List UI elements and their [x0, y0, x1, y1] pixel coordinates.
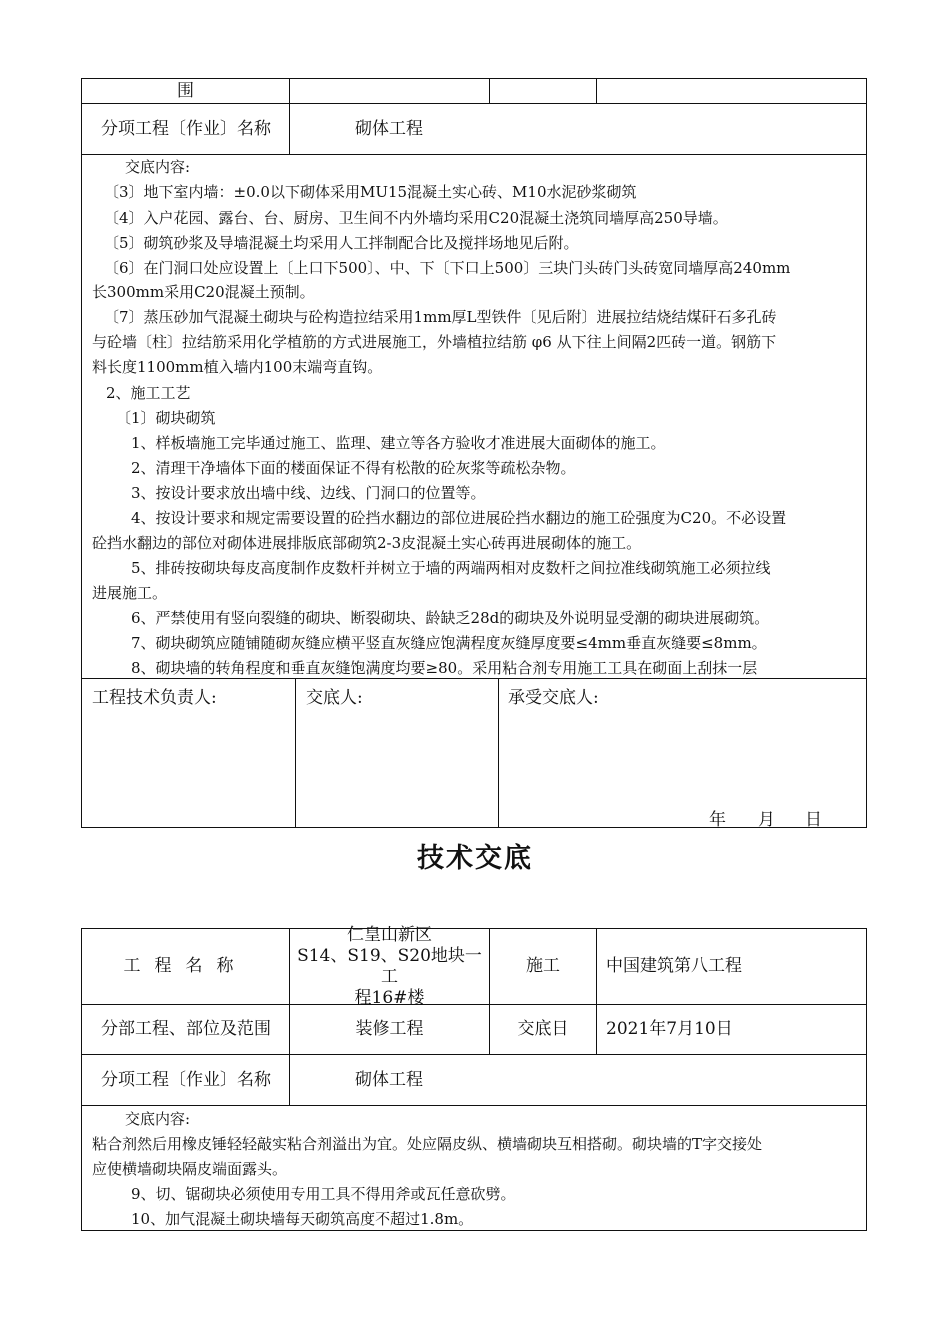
- content-line: 5、排砖按砌块每皮高度制作皮数杆并树立于墙的两端两相对皮数杆之间拉准线砌筑施工必须拉线: [131, 559, 771, 577]
- item-name-value: 砌体工程: [355, 1069, 423, 1090]
- subsection-heading: 〔1〕砌块砌筑: [116, 409, 216, 427]
- project-name-value: [290, 924, 489, 1008]
- date-value: 2021年7月10日: [606, 1019, 733, 1039]
- date-day-label: 日: [805, 810, 822, 830]
- content-line: 1、样板墙施工完毕通过施工、监理、建立等各方验收才准进展大面砌体的施工。: [131, 434, 666, 452]
- constructor-label: 施工: [526, 956, 560, 976]
- date-month-label: 月: [758, 810, 775, 830]
- content-line: 4、按设计要求和规定需要设置的砼挡水翻边的部位进展砼挡水翻边的施工砼强度为C20。不必设置: [131, 509, 787, 527]
- content-line: 10、加气混凝土砌块墙每天砌筑高度不超过1.8m。: [131, 1210, 474, 1228]
- range-continuation-cell: 围: [177, 80, 194, 101]
- project-name-label: 工程名称: [123, 956, 248, 976]
- content-line: 应使横墙砌块隔皮端面露头。: [92, 1160, 288, 1178]
- project-name-value-line: S14、S19、S20地块一工: [297, 945, 482, 987]
- content-line: 2、清理干净墙体下面的楼面保证不得有松散的砼灰浆等疏松杂物。: [131, 459, 576, 477]
- part-label: 分部工程、部位及范围: [101, 1019, 271, 1039]
- tech-lead-signature-label: 工程技术负责人:: [92, 688, 217, 708]
- content-line: 进展施工。: [92, 584, 168, 602]
- content-line: 〔4〕入户花园、露台、台、厨房、卫生间不内外墙均采用C20混凝土浇筑同墙厚高250导墙。: [104, 209, 728, 227]
- section-heading: 2、施工工艺: [106, 384, 191, 402]
- content-label: 交底内容:: [125, 1110, 191, 1128]
- content-line: 料长度1100mm植入墙内100末端弯直钩。: [92, 358, 383, 376]
- receiver-signature-label: 承受交底人:: [508, 688, 599, 708]
- content-line: 砼挡水翻边的部位对砌体进展排版底部砌筑2-3皮混凝土实心砖再进展砌体的施工。: [92, 534, 642, 552]
- content-line: 长300mm采用C20混凝土预制。: [92, 283, 315, 301]
- content-line: 8、砌块墙的转角程度和垂直灰缝饱满度均要≥80。采用粘合剂专用施工工具在砌面上刮抹一层: [131, 659, 758, 677]
- content-line: 粘合剂然后用橡皮锤轻轻敲实粘合剂溢出为宜。处应隔皮纵、横墙砌块互相搭砌。砌块墙的T字交接处: [92, 1135, 763, 1153]
- project-name-value-line: 仁皇山新区: [347, 924, 432, 945]
- giver-signature-label: 交底人:: [306, 688, 363, 708]
- content-label: 交底内容:: [125, 158, 191, 176]
- item-name-label: 分项工程〔作业〕名称: [101, 1069, 271, 1090]
- part-value: 装修工程: [355, 1019, 424, 1039]
- project-name-value-line: 程16#楼: [354, 987, 425, 1008]
- content-line: 9、切、锯砌块必须使用专用工具不得用斧或瓦任意砍劈。: [131, 1185, 516, 1203]
- date-year-label: 年: [709, 810, 726, 830]
- page-title: 技术交底: [417, 843, 533, 874]
- date-label: 交底日: [517, 1019, 569, 1039]
- content-line: 〔5〕砌筑砂浆及导墙混凝土均采用人工拌制配合比及搅拌场地见后附。: [104, 234, 579, 252]
- content-line: 7、砌块砌筑应随铺随砌灰缝应横平竖直灰缝应饱满程度灰缝厚度要≤4mm垂直灰缝要≤8mm。: [131, 634, 767, 652]
- item-name-value: 砌体工程: [355, 118, 423, 139]
- content-line: 与砼墙〔柱〕拉结筋采用化学植筋的方式进展施工，外墙植拉结筋 φ6 从下往上间隔2匹砖一道。钢筋下: [92, 333, 777, 351]
- constructor-value: 中国建筑第八工程: [606, 956, 742, 976]
- item-name-label: 分项工程〔作业〕名称: [101, 118, 271, 139]
- content-line: 〔3〕地下室内墙：±0.0以下砌体采用MU15混凝土实心砖、M10水泥砂浆砌筑: [104, 183, 637, 201]
- content-line: 〔7〕蒸压砂加气混凝土砌块与砼构造拉结采用1mm厚L型铁件〔见后附〕进展拉结烧结煤矸石多孔砖: [104, 308, 777, 326]
- content-line: 6、严禁使用有竖向裂缝的砌块、断裂砌块、龄缺乏28d的砌块及外说明显受潮的砌块进展砌筑。: [131, 609, 770, 627]
- content-line: 〔6〕在门洞口处应设置上〔上口下500〕、中、下〔下口上500〕三块门头砖门头砖宽同墙厚高240mm: [104, 259, 791, 277]
- content-line: 3、按设计要求放出墙中线、边线、门洞口的位置等。: [131, 484, 486, 502]
